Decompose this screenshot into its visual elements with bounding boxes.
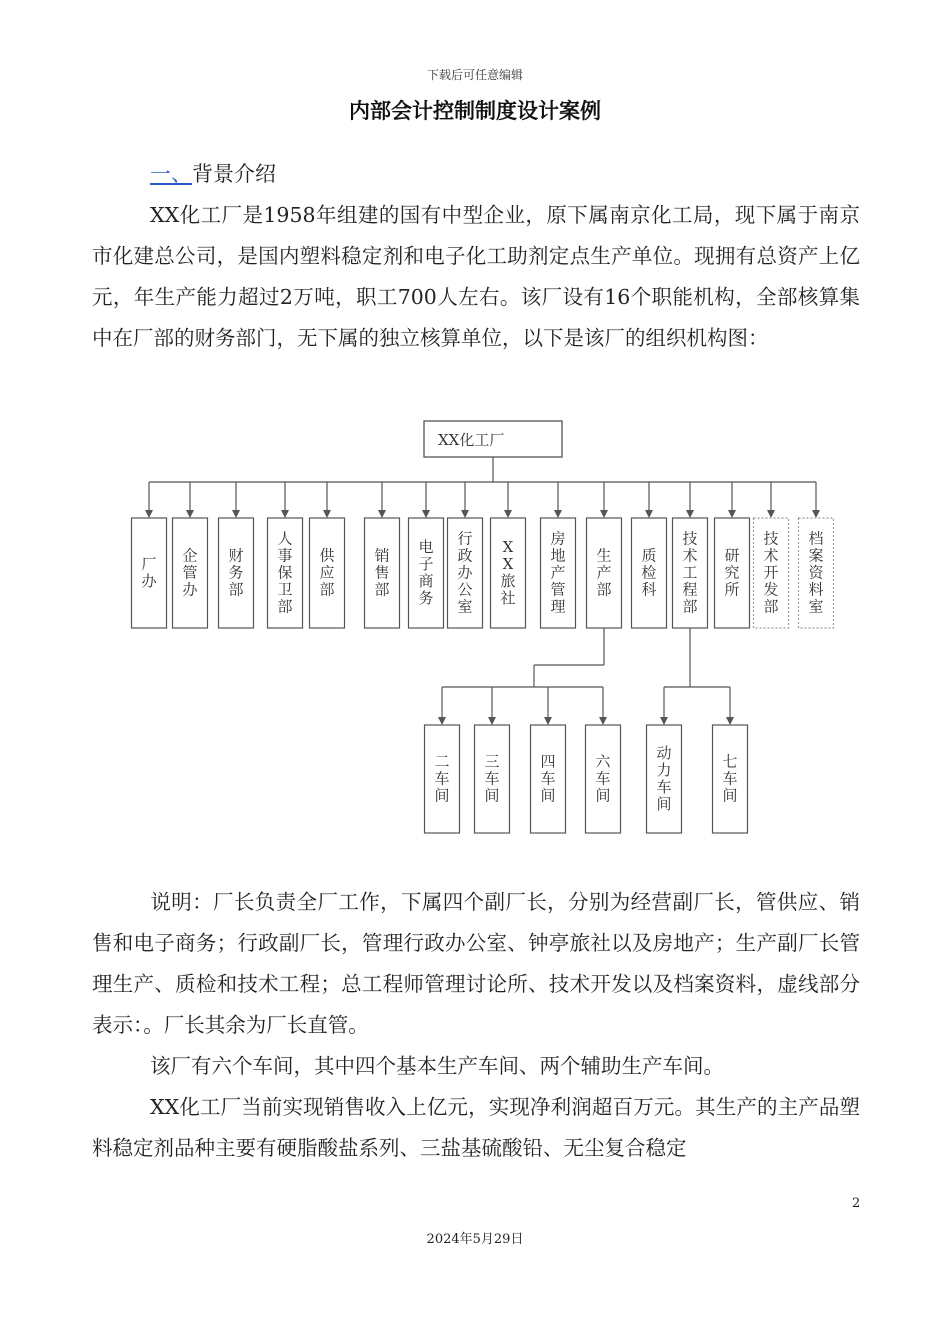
org-department-label-char: 技 xyxy=(682,529,698,548)
org-department-label-char: 研 xyxy=(724,546,740,565)
org-root-label: XX化工厂 xyxy=(438,431,505,449)
org-department-label-char: 财 xyxy=(228,546,244,565)
notes-paragraph-2 xyxy=(92,1046,860,1087)
org-workshop-label-char: 间 xyxy=(434,786,450,805)
org-workshop-arrow xyxy=(660,717,668,725)
section-title: 背景介绍 xyxy=(192,162,276,186)
org-workshop-label-char: 间 xyxy=(722,786,738,805)
org-department-label-char: 部 xyxy=(374,580,390,599)
org-workshop-arrow xyxy=(438,717,446,725)
org-department-arrow xyxy=(504,510,512,518)
org-department-label-char: 术 xyxy=(682,546,698,565)
org-department-label-char: 人 xyxy=(277,529,293,548)
org-department-label-char: 办 xyxy=(141,572,157,590)
org-department-arrow xyxy=(645,510,653,518)
org-department-label-char: 料 xyxy=(808,580,824,599)
org-department-label-char: 售 xyxy=(374,563,390,582)
org-department-label-char: 公 xyxy=(457,580,473,599)
org-workshop-label-char: 间 xyxy=(540,786,556,805)
org-department-label-char: 政 xyxy=(457,546,473,565)
org-workshop-label-char: 间 xyxy=(656,795,672,813)
org-department-label-char: 部 xyxy=(596,580,612,599)
org-department-arrow xyxy=(422,510,430,518)
org-workshop-label-char: 车 xyxy=(656,778,672,796)
org-department-label-char: 理 xyxy=(550,597,566,616)
org-workshop-label-char: 间 xyxy=(595,786,611,805)
notes-paragraph-3-text: XX化工厂当前实现销售收入上亿元，实现净利润超百万元。其生产的主产品塑料稳定剂品种主要有硬脂酸盐系列、三盐基硫酸铅、无尘复合稳定 xyxy=(92,1095,860,1160)
org-workshop-label-char: 车 xyxy=(484,769,500,788)
org-workshop-arrow xyxy=(599,717,607,725)
org-department-label-char: 管 xyxy=(550,580,566,599)
footer-date: 2024年5月29日 xyxy=(426,1232,524,1247)
header-note: 下载后可任意编辑 xyxy=(426,68,523,82)
section-number: 一、 xyxy=(150,162,192,186)
org-department-label-char: 部 xyxy=(277,597,293,616)
org-department-label-char: 务 xyxy=(418,589,434,607)
org-department-label-char: 档 xyxy=(808,529,824,548)
org-department-label-char: 电 xyxy=(418,538,434,556)
org-department-label-char: 术 xyxy=(763,546,779,565)
org-workshop-label-char: 七 xyxy=(722,752,738,771)
notes-paragraph-3 xyxy=(92,1087,860,1169)
org-department-label-char: 管 xyxy=(182,563,198,582)
org-workshop-label-char: 四 xyxy=(540,752,556,771)
page-number: 2 xyxy=(852,1196,861,1211)
org-workshop-label-char: 三 xyxy=(484,752,500,771)
org-department-arrow xyxy=(767,510,775,518)
org-department-arrow xyxy=(281,510,289,518)
notes-paragraph-1-text: 说明：厂长负责全厂工作，下属四个副厂长，分别为经营副厂长，管供应、销售和电子商务；行政副厂长，管理行政办公室、钟亭旅社以及房地产；生产副厂长管理生产、质检和技术工程；总工程师管理讨论所、技术开发以及档案资料，虚线部分表示：。厂长其余为厂长直管。 xyxy=(92,890,860,1037)
org-workshop-label-char: 车 xyxy=(722,769,738,788)
org-department-label-char: 案 xyxy=(808,546,824,565)
org-department-label-char: 地 xyxy=(550,546,566,565)
org-department-arrow xyxy=(600,510,608,518)
org-department-label-char: 商 xyxy=(418,572,434,590)
org-workshop-label-char: 间 xyxy=(484,786,500,805)
notes-paragraph-1 xyxy=(92,882,860,1046)
org-department-label-char: 行 xyxy=(457,529,473,548)
org-department-label-char: 务 xyxy=(228,563,244,582)
org-department-arrow xyxy=(554,510,562,518)
org-department-label-char: 程 xyxy=(682,580,698,599)
org-department-label-char: 厂 xyxy=(141,555,157,573)
org-department-arrow xyxy=(461,510,469,518)
org-chart xyxy=(120,415,850,845)
org-department-label-char: 房 xyxy=(550,529,566,548)
org-workshop-arrow xyxy=(488,717,496,725)
org-department-arrow xyxy=(378,510,386,518)
org-department-label-char: 发 xyxy=(763,580,779,599)
org-department-label-char: 保 xyxy=(277,563,293,582)
org-workshop-label-char: 动 xyxy=(656,744,672,762)
org-workshop-label-char: 车 xyxy=(540,769,556,788)
org-department-label-char: 生 xyxy=(596,546,612,565)
section-heading xyxy=(150,158,276,188)
org-department-label-char: 部 xyxy=(763,597,779,616)
org-department-label-char: 资 xyxy=(808,563,824,582)
intro-paragraph-text: XX化工厂是1958年组建的国有中型企业，原下属南京化工局，现下属于南京市化建总公司，是国内塑料稳定剂和电子化工助剂定点生产单位。现拥有总资产上亿元，年生产能力超过2万吨，职工700人左右。该厂设有16个职能机构，全部核算集中在厂部的财务部门，无下属的独立核算单位，以下是该厂的组织机构图： xyxy=(92,203,860,350)
org-department-arrow xyxy=(323,510,331,518)
org-workshop-arrow xyxy=(726,717,734,725)
org-department-label-char: 工 xyxy=(682,563,698,582)
org-department-label-char: X xyxy=(502,555,514,573)
org-department-label-char: 企 xyxy=(182,546,198,565)
org-department-label-char: 科 xyxy=(641,580,657,599)
org-department-label-char: 供 xyxy=(319,546,335,565)
org-department-label-char: 部 xyxy=(228,580,244,599)
org-department-label-char: 质 xyxy=(641,546,657,565)
org-department-arrow xyxy=(145,510,153,518)
org-department-label-char: 应 xyxy=(319,563,335,582)
org-department-label-char: 所 xyxy=(724,580,740,599)
org-department-label-char: 销 xyxy=(374,546,390,565)
org-department-label-char: 社 xyxy=(500,589,516,607)
org-chart-nodes xyxy=(132,421,834,833)
org-workshop-label-char: 二 xyxy=(434,752,450,771)
org-department-arrow xyxy=(686,510,694,518)
org-department-label-char: 产 xyxy=(596,563,612,582)
org-department-label-char: 部 xyxy=(319,580,335,599)
org-department-label-char: 事 xyxy=(277,546,293,565)
org-workshop-arrow xyxy=(544,717,552,725)
org-workshop-label-char: 六 xyxy=(595,752,611,771)
org-department-label-char: 旅 xyxy=(500,572,516,590)
org-workshop-label-char: 力 xyxy=(656,761,672,779)
org-department-label-char: 子 xyxy=(418,555,434,573)
org-department-label-char: 究 xyxy=(724,563,740,582)
org-department-label-char: 办 xyxy=(457,563,473,582)
org-department-label-char: X xyxy=(502,538,514,556)
document-title: 内部会计控制制度设计案例 xyxy=(349,99,601,123)
org-department-label-char: 技 xyxy=(763,529,779,548)
org-department-label-char: 开 xyxy=(763,563,779,582)
org-department-label-char: 室 xyxy=(808,597,824,616)
org-department-arrow xyxy=(728,510,736,518)
org-department-label-char: 卫 xyxy=(277,580,293,599)
org-workshop-label-char: 车 xyxy=(434,769,450,788)
org-department-label-char: 室 xyxy=(457,597,473,616)
intro-paragraph xyxy=(92,195,860,359)
org-department-label-char: 部 xyxy=(682,597,698,616)
org-workshop-label-char: 车 xyxy=(595,769,611,788)
org-department-label-char: 办 xyxy=(182,580,198,599)
org-department-arrow xyxy=(812,510,820,518)
org-department-label-char: 检 xyxy=(641,563,657,582)
org-department-label-char: 产 xyxy=(550,563,566,582)
org-department-arrow xyxy=(232,510,240,518)
notes-paragraph-2-text: 该厂有六个车间，其中四个基本生产车间、两个辅助生产车间。 xyxy=(150,1054,724,1078)
org-department-arrow xyxy=(186,510,194,518)
